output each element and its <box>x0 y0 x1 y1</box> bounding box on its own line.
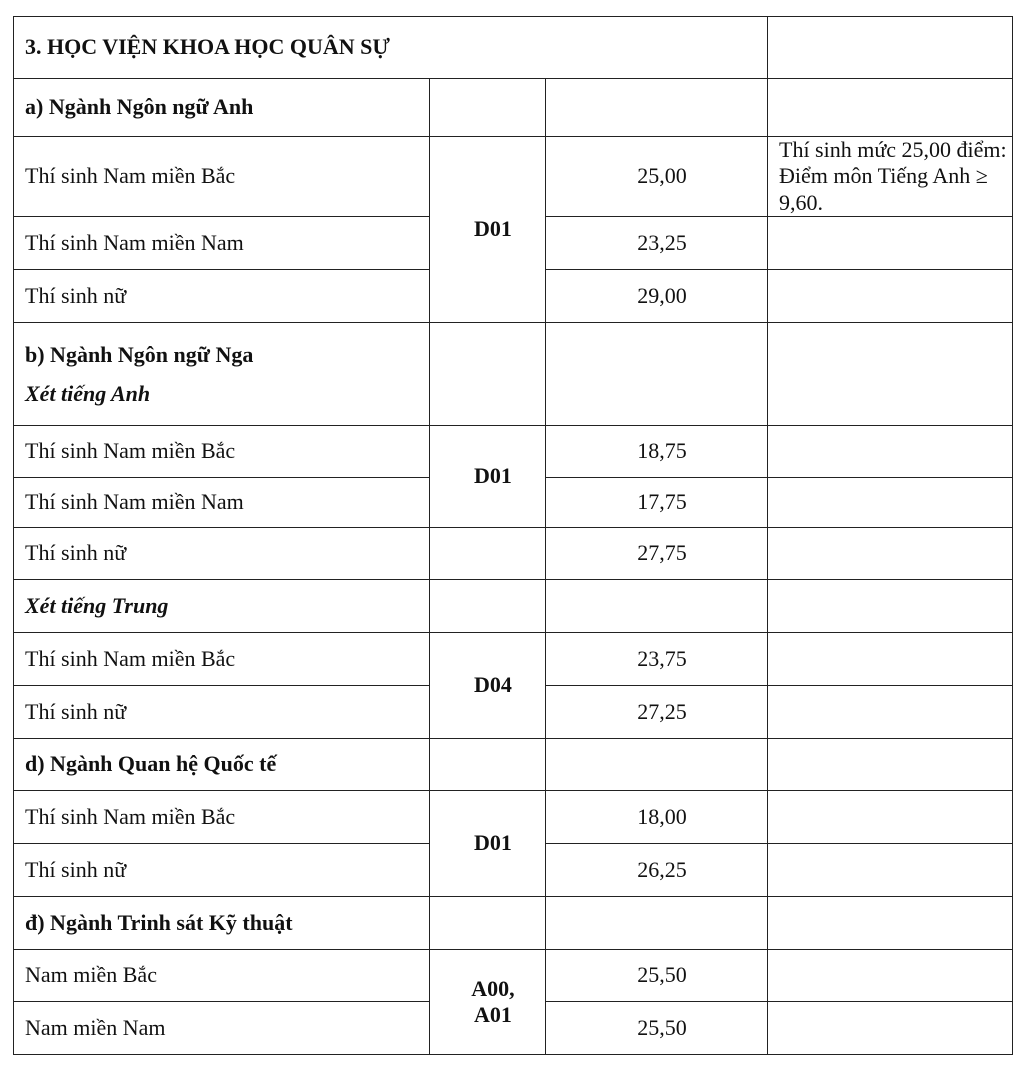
subject-combo: D04 <box>430 633 546 739</box>
table-row <box>14 17 1013 79</box>
table-row <box>14 950 1013 1002</box>
table-row <box>14 897 1013 950</box>
score-value: 18,75 <box>546 426 768 478</box>
table-row <box>14 79 1013 137</box>
table-row <box>14 528 1013 580</box>
score-value: 29,00 <box>546 270 768 323</box>
table-row <box>14 426 1013 478</box>
subject-combo: D01 <box>430 426 546 528</box>
row-label: Thí sinh nữ <box>14 528 430 580</box>
row-label: Thí sinh nữ <box>14 686 430 739</box>
note-text: Thí sinh mức 25,00 điểm: Điểm môn Tiếng Anh ≥ 9,60. <box>768 137 1013 217</box>
sub-heading: Xét tiếng Anh <box>25 381 151 407</box>
section-heading-dd: đ) Ngành Trinh sát Kỹ thuật <box>14 897 430 950</box>
subject-combo: D01 <box>430 137 546 323</box>
row-label: Thí sinh nữ <box>14 270 430 323</box>
subject-combo <box>430 950 546 1055</box>
admission-score-table <box>13 16 1013 1055</box>
row-label: Thí sinh Nam miền Bắc <box>14 791 430 844</box>
section-heading-d: d) Ngành Quan hệ Quốc tế <box>14 739 430 791</box>
score-value: 23,75 <box>546 633 768 686</box>
subject-combo-line: A01 <box>474 1002 512 1028</box>
row-label: Nam miền Nam <box>14 1002 430 1055</box>
score-value: 17,75 <box>546 478 768 528</box>
sub-heading: Xét tiếng Trung <box>14 580 430 633</box>
row-label: Thí sinh Nam miền Bắc <box>14 426 430 478</box>
score-value: 27,25 <box>546 686 768 739</box>
score-value: 25,00 <box>546 137 768 217</box>
institution-title: 3. HỌC VIỆN KHOA HỌC QUÂN SỰ <box>14 17 768 79</box>
table-row <box>14 580 1013 633</box>
section-heading-b: b) Ngành Ngôn ngữ Nga <box>25 341 254 367</box>
score-value: 25,50 <box>546 950 768 1002</box>
row-label: Thí sinh Nam miền Bắc <box>14 633 430 686</box>
table-row <box>14 323 1013 426</box>
row-label: Thí sinh Nam miền Nam <box>14 478 430 528</box>
subject-combo: D01 <box>430 791 546 897</box>
score-value: 26,25 <box>546 844 768 897</box>
score-value: 27,75 <box>546 528 768 580</box>
table-row <box>14 633 1013 686</box>
score-value: 25,50 <box>546 1002 768 1055</box>
table-row <box>14 137 1013 217</box>
subject-combo-line: A00, <box>471 975 515 1001</box>
section-heading-a: a) Ngành Ngôn ngữ Anh <box>14 79 430 137</box>
score-value: 23,25 <box>546 217 768 270</box>
table-row <box>14 791 1013 844</box>
score-value: 18,00 <box>546 791 768 844</box>
table-row <box>14 739 1013 791</box>
note-cell <box>768 17 1013 79</box>
row-label: Thí sinh nữ <box>14 844 430 897</box>
row-label: Thí sinh Nam miền Nam <box>14 217 430 270</box>
row-label: Nam miền Bắc <box>14 950 430 1002</box>
row-label: Thí sinh Nam miền Bắc <box>14 137 430 217</box>
